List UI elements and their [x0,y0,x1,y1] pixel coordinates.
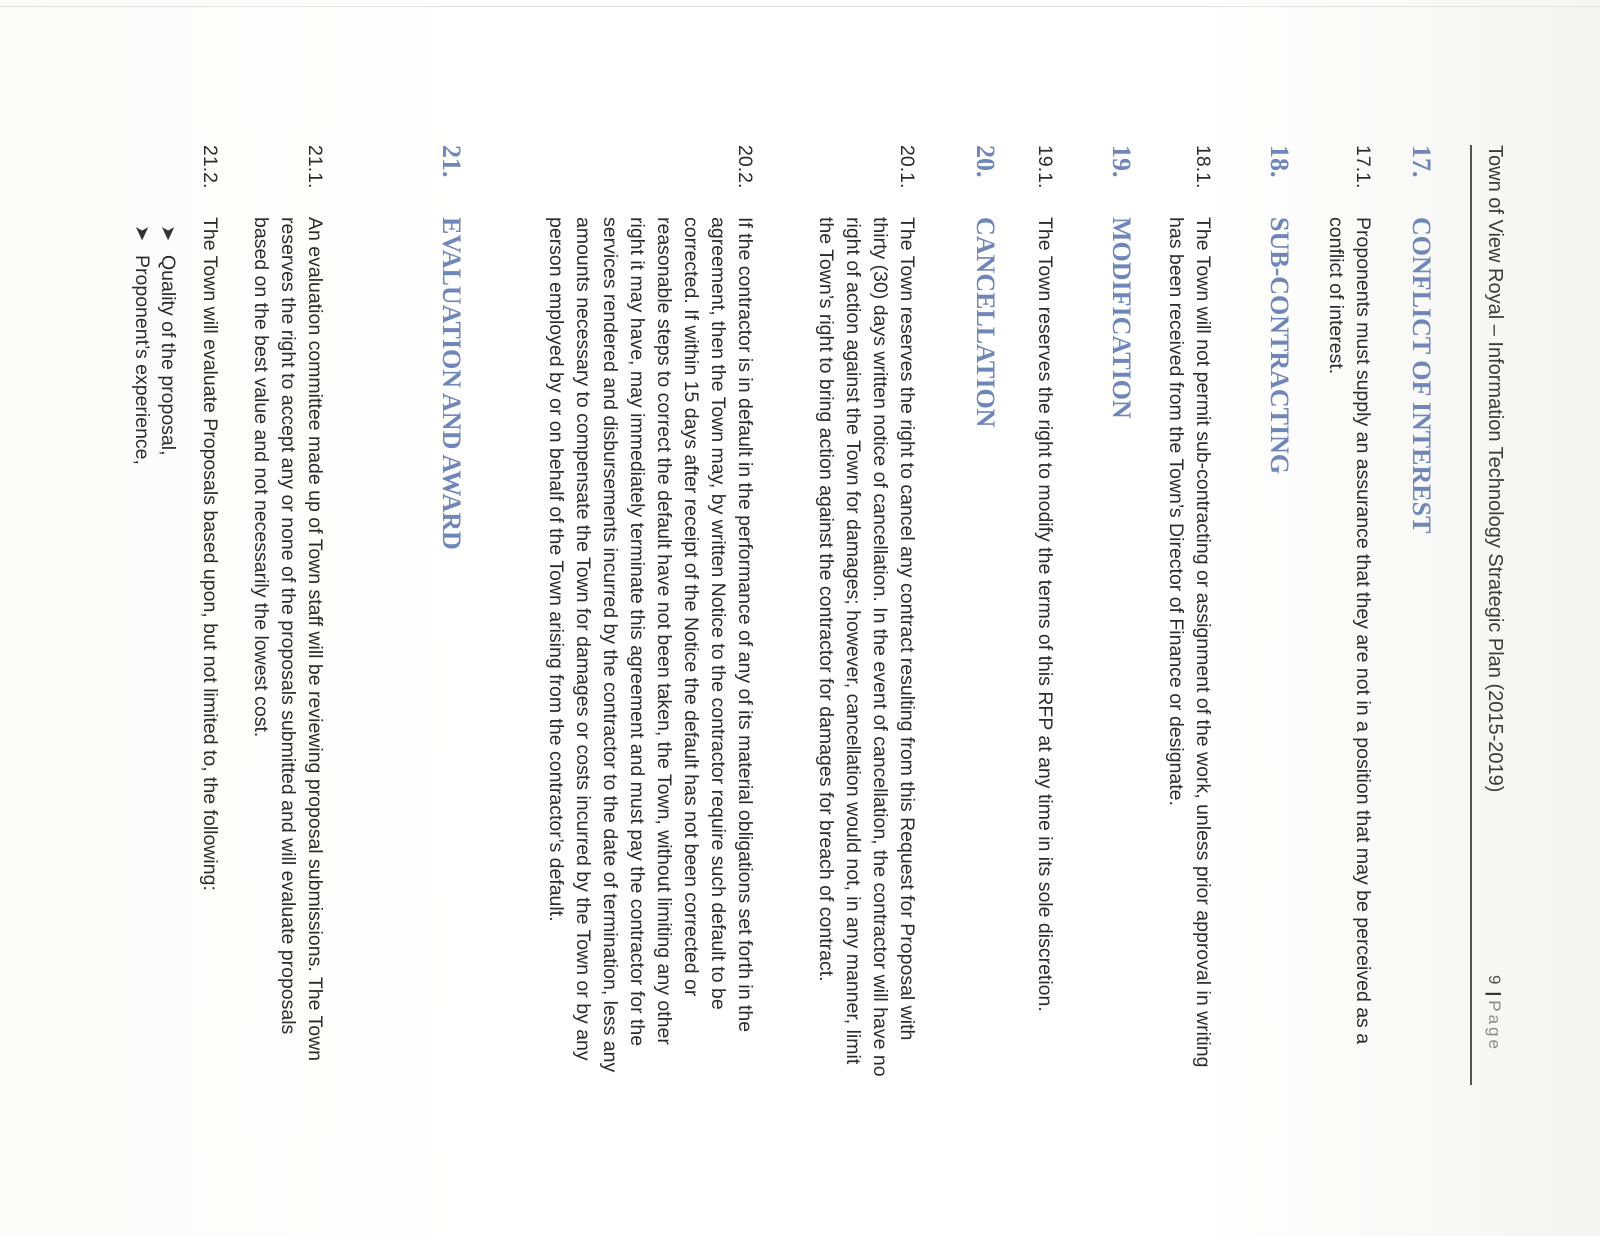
document-page-continued [131,145,1506,1095]
scan-edge-line [0,6,1600,7]
clause-17-1: 17.1. Proponents must supply an assurance that they are not in a position that may be perceived as a conflict of interest. [1325,145,1374,1045]
evaluation-criteria-list [129,145,181,945]
section-heading-modification: 19.MODIFICATION [1107,145,1136,419]
clause-21-2: 21.2. The Town will evaluate Proposals based upon, but not limited to, the following: [199,145,221,891]
clause-20-1: 20.1. The Town reserves the right to cancel any contract resulting from this Request for Proposal with thirty (30) days written notice of cancellation. In the event of cancellation, the contractor will have no right of action against the Town for damages; however, cancellation would not, in any manner, limit the Town’s right to bring action against the contractor for damages for breach of contract. [815,145,918,1077]
clause-18-1: 18.1. The Town will not permit sub-contracting or assignment of the work, unless prior approval in writing has been received from the Town’s Director of Finance or designate. [1165,145,1214,1068]
section-heading-cancellation: 20.CANCELLATION [971,145,1000,428]
section-heading-evaluation-and-award: 21.EVALUATION AND AWARD [437,145,466,550]
clause-21-1: 21.1. An evaluation committee made up of Town staff will be reviewing proposal submissions. The Town reserves the right to accept any or none of the proposals submitted and will evaluate proposals based on the best value and not necessarily the lowest cost. [250,145,326,1062]
document-header: Town of View Royal – Information Technology Strategic Plan (2015-2019) [1484,145,1506,793]
list-item: ➤ Proponent’s experience, [131,225,153,465]
section-heading-sub-contracting: 18.SUB-CONTRACTING [1265,145,1294,475]
page-number: 9|Page [1485,975,1504,1052]
clause-20-2: 20.2. If the contractor is in default in the performance of any of its material obligations set forth in the agreement, then the Town may, by written Notice to the contractor require such default to be corrected. If within 15 days after receipt of the Notice the default has not been corrected or reasonable steps to correct the default have not been taken, the Town, without limiting any other right it may have, may immediately terminate this agreement and must pay the contractor for the services rendered and disbursements incurred by the contractor to the date of termination, less any amounts necessary to compensate the Town for damages or costs incurred by the Town or by any person employed by or on behalf of the Town arising from the contractor’s default. [545,145,756,1073]
list-item: ➤ Quality of the proposal, [157,225,179,456]
arrow-bullet-icon: ➤ [157,225,179,242]
clause-19-1: 19.1. The Town reserves the right to modify the terms of this RFP at any time in its sole discretion. [1034,145,1056,1012]
section-heading-conflict-of-interest: 17.CONFLICT OF INTEREST [1407,145,1436,534]
arrow-bullet-icon: ➤ [131,225,153,242]
